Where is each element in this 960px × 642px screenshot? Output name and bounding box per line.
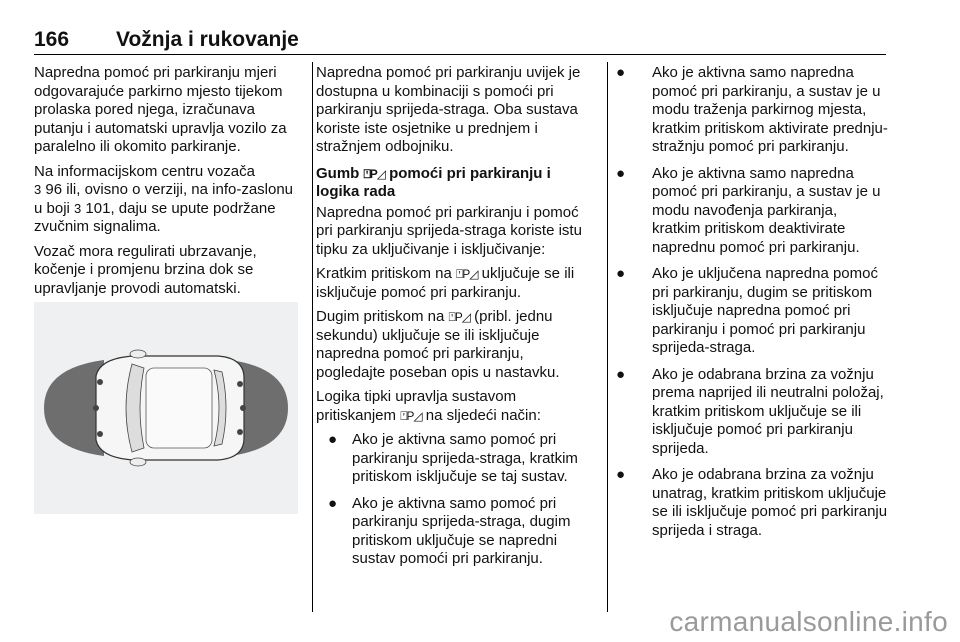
car-top-view-icon: [34, 302, 298, 514]
paragraph: [316, 308, 592, 382]
bullet-list: [316, 431, 592, 569]
text-run: Kratkim pritiskom na: [316, 265, 457, 282]
text-run: Napredna pomoć pri parkiranju i pomoć pri parkiranju sprijeda-straga koriste istu tipku za uključivanje i isključivanje:: [316, 203, 582, 258]
text-run: (pribl. jednu sekundu) uključuje se ili isključuje napredna pomoć pri parkiranju, pogledajte poseban opis u nastavku.: [316, 308, 560, 381]
parking-sensor-illustration: [34, 302, 298, 514]
parking-button-icon: ⍞P◿: [363, 166, 385, 181]
list-item-text: Ako je odabrana brzina za vožnju prema naprijed ili neutralni položaj, kratkim pritiskom uključuje se ili isključuje pomoć pri parkiranju sprijeda.: [652, 365, 884, 457]
text-run: Na informacijskom centru vozača: [34, 162, 255, 180]
list-item: [616, 265, 888, 358]
sensor-dot: [97, 431, 103, 437]
paragraph: Napredna pomoć pri parkiranju uvijek je dostupna u kombinaciji s pomoći pri parkiranju sprijeda-straga. Oba sustava koriste iste osjetnike u prednjem i stražnjem odbojniku.: [316, 64, 581, 155]
paragraph: Napredna pomoć pri parkiranju mjeri odgovarajuće parkirno mjesto tijekom prolaska pored njega, izračunava putanju i automatski upravlja vozilo za paralelno ili okomito parkiranje.: [34, 64, 287, 155]
roof: [146, 368, 212, 448]
bullet-icon: ●: [616, 265, 626, 282]
column-2: [316, 64, 592, 577]
header-rule: [34, 54, 886, 55]
list-item-text: Ako je uključena napredna pomoć pri parkiranju, dugim se pritiskom isključuje napredna pomoć pri parkiranju i pomoć pri parkiranju sprijeda-straga.: [652, 265, 878, 356]
list-item-text: Ako je aktivna samo napredna pomoć pri parkiranju, a sustav je u modu navođenja parkiranja, kratkim pritiskom deaktivirate naprednu pomoć pri parkiranju.: [652, 164, 881, 256]
list-item-text: Ako je aktivna samo pomoć pri parkiranju sprijeda-straga, dugim pritiskom uključuje se napredni sustav pomoći pri parkiranju.: [352, 494, 571, 567]
list-item-text: Ako je aktivna samo pomoć pri parkiranju sprijeda-straga, kratkim pritiskom isključuje se taj sustav.: [352, 431, 578, 485]
bullet-icon: ●: [616, 365, 626, 383]
side-mirror: [130, 458, 146, 466]
parking-button-icon: ⍞P◿: [448, 310, 470, 324]
sensor-dot: [237, 429, 243, 435]
paragraph: Vozač mora regulirati ubrzavanje, kočenje i promjenu brzina dok se upravljanje provodi automatski.: [34, 242, 257, 297]
column-3: [616, 64, 888, 548]
list-item-text: Ako je odabrana brzina za vožnju unatrag, kratkim pritiskom uključuje se ili isključuje pomoć pri parkiranju sprijeda i straga.: [652, 466, 888, 539]
bullet-list: [616, 64, 888, 540]
column-1: [34, 64, 300, 304]
text-run: Logika tipki upravlja sustavom pritiskanjem: [316, 388, 517, 424]
bullet-icon: ●: [616, 466, 626, 483]
page-header: [34, 28, 886, 52]
text-run: uključuje se ili isključuje pomoć pri parkiranju.: [316, 265, 575, 301]
sensor-dot: [93, 405, 99, 411]
sensor-dot: [237, 381, 243, 387]
paragraph: [34, 163, 300, 237]
sensor-dot: [240, 405, 246, 411]
paragraph: [316, 265, 592, 302]
section-heading: [316, 165, 592, 260]
parking-button-icon: ⍞P◿: [456, 267, 478, 281]
bullet-icon: ●: [616, 164, 626, 182]
parking-button-icon: ⍞P◿: [400, 408, 422, 423]
page-reference-icon: 3: [34, 182, 42, 197]
text-run: na sljedeći način:: [421, 406, 541, 424]
page-title: Vožnja i rukovanje: [116, 28, 299, 51]
heading-text: [316, 165, 592, 202]
sensor-dot: [97, 379, 103, 385]
text-run: Dugim pritiskom na: [316, 308, 449, 325]
side-mirror: [130, 350, 146, 358]
text-run: 96 ili, ovisno o verziji, na info-zaslonu u boji: [34, 181, 294, 217]
page-number: 166: [34, 28, 70, 51]
paragraph: [316, 388, 592, 425]
list-item: [616, 165, 888, 258]
watermark: carmanualsonline.info: [669, 606, 948, 637]
text-run: 101, daju se upute podržane zvučnim signalima.: [34, 199, 276, 235]
column-divider-left: [312, 62, 313, 612]
column-divider-right: [607, 62, 608, 612]
page-reference-icon: 3: [74, 200, 82, 216]
bullet-icon: ●: [616, 64, 626, 81]
list-item: [316, 431, 592, 487]
list-item: [616, 466, 888, 540]
text-run: Gumb: [316, 164, 364, 182]
list-item: [616, 64, 888, 157]
text-run: pomoći pri parkiranju i logika rada: [316, 164, 551, 200]
list-item-text: Ako je aktivna samo napredna pomoć pri parkiranju, a sustav je u modu traženja parkirnog mjesta, kratkim pritiskom aktivirate prednju-stražnju pomoć pri parkiranju.: [652, 64, 888, 155]
list-item: [616, 366, 888, 459]
list-item: [316, 495, 592, 569]
bullet-icon: ●: [328, 431, 338, 448]
bullet-icon: ●: [328, 494, 338, 512]
